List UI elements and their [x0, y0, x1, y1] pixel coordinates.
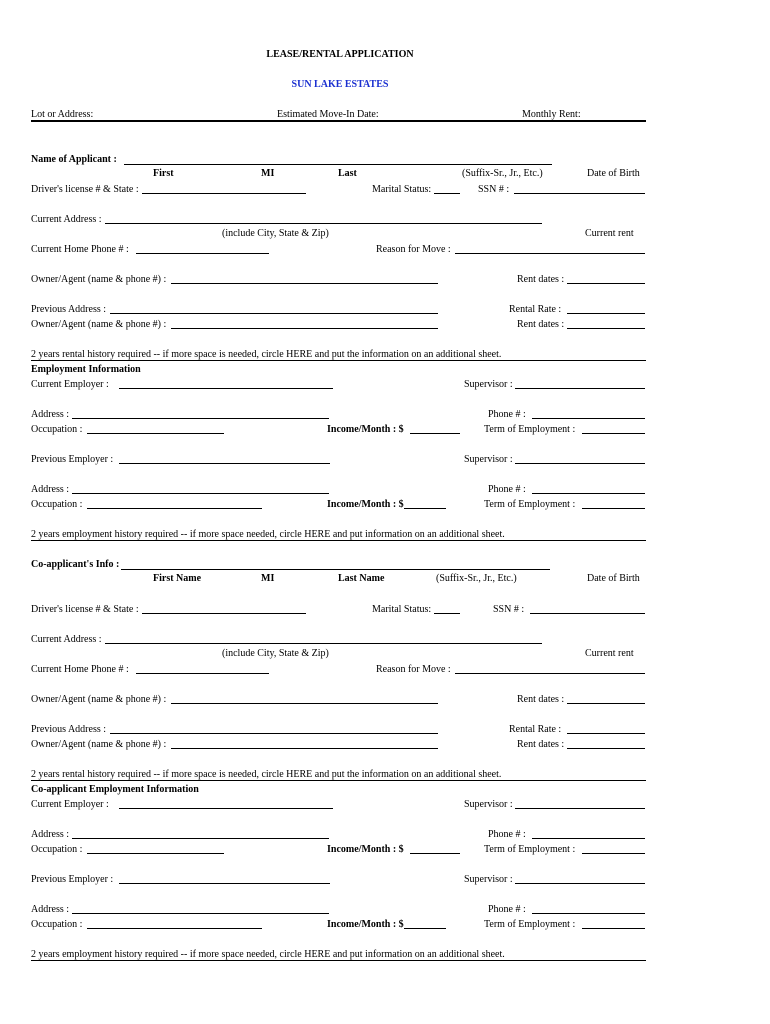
employer-address-field[interactable]	[72, 418, 329, 419]
coapplicant-rent-dates2-field[interactable]	[567, 748, 645, 749]
coapplicant-owner-label: Owner/Agent (name & phone #) :	[31, 694, 167, 705]
co-occupation-field[interactable]	[87, 853, 224, 854]
co-employer2-address-label: Address :	[31, 904, 70, 915]
applicant-rent-dates-label: Rent dates :	[517, 274, 565, 285]
occupation-label: Occupation :	[31, 424, 83, 435]
income-field[interactable]	[410, 433, 460, 434]
co-income2-field[interactable]	[404, 928, 446, 929]
co-previous-employer-label: Previous Employer :	[31, 874, 114, 885]
coapplicant-suffix-caption: (Suffix-Sr., Jr., Etc.)	[436, 573, 517, 584]
co-supervisor2-label: Supervisor :	[464, 874, 513, 885]
coapplicant-label: Co-applicant's Info :	[31, 559, 120, 570]
previous-employer-field[interactable]	[119, 463, 330, 464]
coapplicant-rental-history-note: 2 years rental history required -- if more space is needed, circle HERE and put the information on an additional sheet.	[31, 769, 502, 780]
co-current-employer-label: Current Employer :	[31, 799, 109, 810]
coapplicant-last-caption: Last Name	[338, 573, 385, 584]
employer2-phone-field[interactable]	[532, 493, 645, 494]
applicant-suffix-caption: (Suffix-Sr., Jr., Etc.)	[462, 168, 543, 179]
co-term-field[interactable]	[582, 853, 645, 854]
rental-history-divider	[31, 360, 646, 361]
employment-history-note: 2 years employment history required -- if more space needed, circle HERE and put information on an additional sheet.	[31, 529, 505, 540]
coapplicant-marital-label: Marital Status:	[372, 604, 432, 615]
supervisor-label: Supervisor :	[464, 379, 513, 390]
rental-history-note: 2 years rental history required -- if more space is needed, circle HERE and put the information on an additional sheet.	[31, 349, 502, 360]
coapplicant-home-phone-label: Current Home Phone # :	[31, 664, 129, 675]
co-occupation-label: Occupation :	[31, 844, 83, 855]
coapplicant-rent-dates2-label: Rent dates :	[517, 739, 565, 750]
coapplicant-rental-rate-field[interactable]	[567, 733, 645, 734]
income-label: Income/Month : $	[327, 424, 404, 435]
previous-employer-label: Previous Employer :	[31, 454, 114, 465]
coapplicant-owner2-field[interactable]	[171, 748, 438, 749]
co-supervisor2-field[interactable]	[515, 883, 645, 884]
employer2-phone-label: Phone # :	[488, 484, 526, 495]
employer-phone-field[interactable]	[532, 418, 645, 419]
coapplicant-owner2-label: Owner/Agent (name & phone #) :	[31, 739, 167, 750]
employer-phone-label: Phone # :	[488, 409, 526, 420]
coapplicant-owner-field[interactable]	[171, 703, 438, 704]
co-income2-label: Income/Month : $	[327, 919, 404, 930]
co-employer-address-field[interactable]	[72, 838, 329, 839]
applicant-reason-label: Reason for Move :	[376, 244, 451, 255]
occupation2-field[interactable]	[87, 508, 262, 509]
applicant-mi-caption: MI	[261, 168, 275, 179]
applicant-owner-field[interactable]	[171, 283, 438, 284]
co-employer-phone-label: Phone # :	[488, 829, 526, 840]
co-employment-heading: Co-applicant Employment Information	[31, 784, 199, 795]
employer2-address-label: Address :	[31, 484, 70, 495]
supervisor2-label: Supervisor :	[464, 454, 513, 465]
property-name: SUN LAKE ESTATES	[291, 79, 389, 90]
applicant-name-label: Name of Applicant :	[31, 154, 117, 165]
applicant-owner2-field[interactable]	[171, 328, 438, 329]
move-in-date-label: Estimated Move-In Date:	[277, 109, 379, 120]
coapplicant-current-address-label: Current Address :	[31, 634, 102, 645]
coapplicant-reason-field[interactable]	[455, 673, 645, 674]
co-occupation2-field[interactable]	[87, 928, 262, 929]
form-title: LEASE/RENTAL APPLICATION	[266, 49, 414, 60]
term-field[interactable]	[582, 433, 645, 434]
coapplicant-rental-history-divider	[31, 780, 646, 781]
applicant-marital-label: Marital Status:	[372, 184, 432, 195]
lot-address-label: Lot or Address:	[31, 109, 94, 120]
co-income-field[interactable]	[410, 853, 460, 854]
applicant-license-label: Driver's license # & State :	[31, 184, 139, 195]
co-employer2-address-field[interactable]	[72, 913, 329, 914]
applicant-previous-address-label: Previous Address :	[31, 304, 106, 315]
co-employer2-phone-label: Phone # :	[488, 904, 526, 915]
co-term2-label: Term of Employment :	[484, 919, 576, 930]
employer2-address-field[interactable]	[72, 493, 329, 494]
applicant-current-rent-caption: Current rent	[585, 228, 634, 239]
coapplicant-marital-field[interactable]	[434, 613, 460, 614]
applicant-rent-dates-field[interactable]	[567, 283, 645, 284]
term2-field[interactable]	[582, 508, 645, 509]
co-term2-field[interactable]	[582, 928, 645, 929]
occupation-field[interactable]	[87, 433, 224, 434]
applicant-current-address-label: Current Address :	[31, 214, 102, 225]
coapplicant-license-label: Driver's license # & State :	[31, 604, 139, 615]
coapplicant-rent-dates-field[interactable]	[567, 703, 645, 704]
income2-field[interactable]	[404, 508, 446, 509]
current-employer-field[interactable]	[119, 388, 333, 389]
applicant-ssn-label: SSN # :	[478, 184, 510, 195]
monthly-rent-label: Monthly Rent:	[522, 109, 581, 120]
applicant-owner-label: Owner/Agent (name & phone #) :	[31, 274, 167, 285]
coapplicant-first-caption: First Name	[153, 573, 202, 584]
applicant-owner2-label: Owner/Agent (name & phone #) :	[31, 319, 167, 330]
co-employer2-phone-field[interactable]	[532, 913, 645, 914]
applicant-previous-address-field[interactable]	[110, 313, 438, 314]
coapplicant-rental-rate-label: Rental Rate :	[509, 724, 562, 735]
applicant-rent-dates2-label: Rent dates :	[517, 319, 565, 330]
applicant-rental-rate-label: Rental Rate :	[509, 304, 562, 315]
applicant-last-caption: Last	[338, 168, 357, 179]
term-label: Term of Employment :	[484, 424, 576, 435]
header-divider	[31, 120, 646, 122]
co-supervisor-field[interactable]	[515, 808, 645, 809]
applicant-ssn-field[interactable]	[514, 193, 645, 194]
income2-label: Income/Month : $	[327, 499, 404, 510]
co-current-employer-field[interactable]	[119, 808, 333, 809]
co-employment-history-divider	[31, 960, 646, 961]
coapplicant-home-phone-field[interactable]	[136, 673, 269, 674]
applicant-reason-field[interactable]	[455, 253, 645, 254]
coapplicant-ssn-label: SSN # :	[493, 604, 525, 615]
applicant-name-field[interactable]	[124, 164, 552, 165]
occupation2-label: Occupation :	[31, 499, 83, 510]
coapplicant-license-field[interactable]	[142, 613, 306, 614]
applicant-home-phone-label: Current Home Phone # :	[31, 244, 129, 255]
supervisor2-field[interactable]	[515, 463, 645, 464]
co-previous-employer-field[interactable]	[119, 883, 330, 884]
applicant-rental-rate-field[interactable]	[567, 313, 645, 314]
co-income-label: Income/Month : $	[327, 844, 404, 855]
applicant-license-field[interactable]	[142, 193, 306, 194]
applicant-include-caption: (include City, State & Zip)	[222, 228, 329, 239]
coapplicant-dob-caption: Date of Birth	[587, 573, 640, 584]
current-employer-label: Current Employer :	[31, 379, 109, 390]
applicant-first-caption: First	[153, 168, 174, 179]
coapplicant-ssn-field[interactable]	[530, 613, 645, 614]
employment-heading: Employment Information	[31, 364, 141, 375]
coapplicant-previous-address-field[interactable]	[110, 733, 438, 734]
coapplicant-reason-label: Reason for Move :	[376, 664, 451, 675]
co-supervisor-label: Supervisor :	[464, 799, 513, 810]
applicant-marital-field[interactable]	[434, 193, 460, 194]
coapplicant-include-caption: (include City, State & Zip)	[222, 648, 329, 659]
coapplicant-current-rent-caption: Current rent	[585, 648, 634, 659]
coapplicant-mi-caption: MI	[261, 573, 275, 584]
applicant-rent-dates2-field[interactable]	[567, 328, 645, 329]
coapplicant-rent-dates-label: Rent dates :	[517, 694, 565, 705]
applicant-home-phone-field[interactable]	[136, 253, 269, 254]
coapplicant-name-field[interactable]	[121, 569, 550, 570]
employer-address-label: Address :	[31, 409, 70, 420]
coapplicant-previous-address-label: Previous Address :	[31, 724, 106, 735]
co-term-label: Term of Employment :	[484, 844, 576, 855]
applicant-dob-caption: Date of Birth	[587, 168, 640, 179]
employment-history-divider	[31, 540, 646, 541]
applicant-current-address-field[interactable]	[105, 223, 542, 224]
co-employment-history-note: 2 years employment history required -- if more space needed, circle HERE and put information on an additional sheet.	[31, 949, 505, 960]
supervisor-field[interactable]	[515, 388, 645, 389]
term2-label: Term of Employment :	[484, 499, 576, 510]
co-employer-phone-field[interactable]	[532, 838, 645, 839]
co-employer-address-label: Address :	[31, 829, 70, 840]
co-occupation2-label: Occupation :	[31, 919, 83, 930]
coapplicant-current-address-field[interactable]	[105, 643, 542, 644]
